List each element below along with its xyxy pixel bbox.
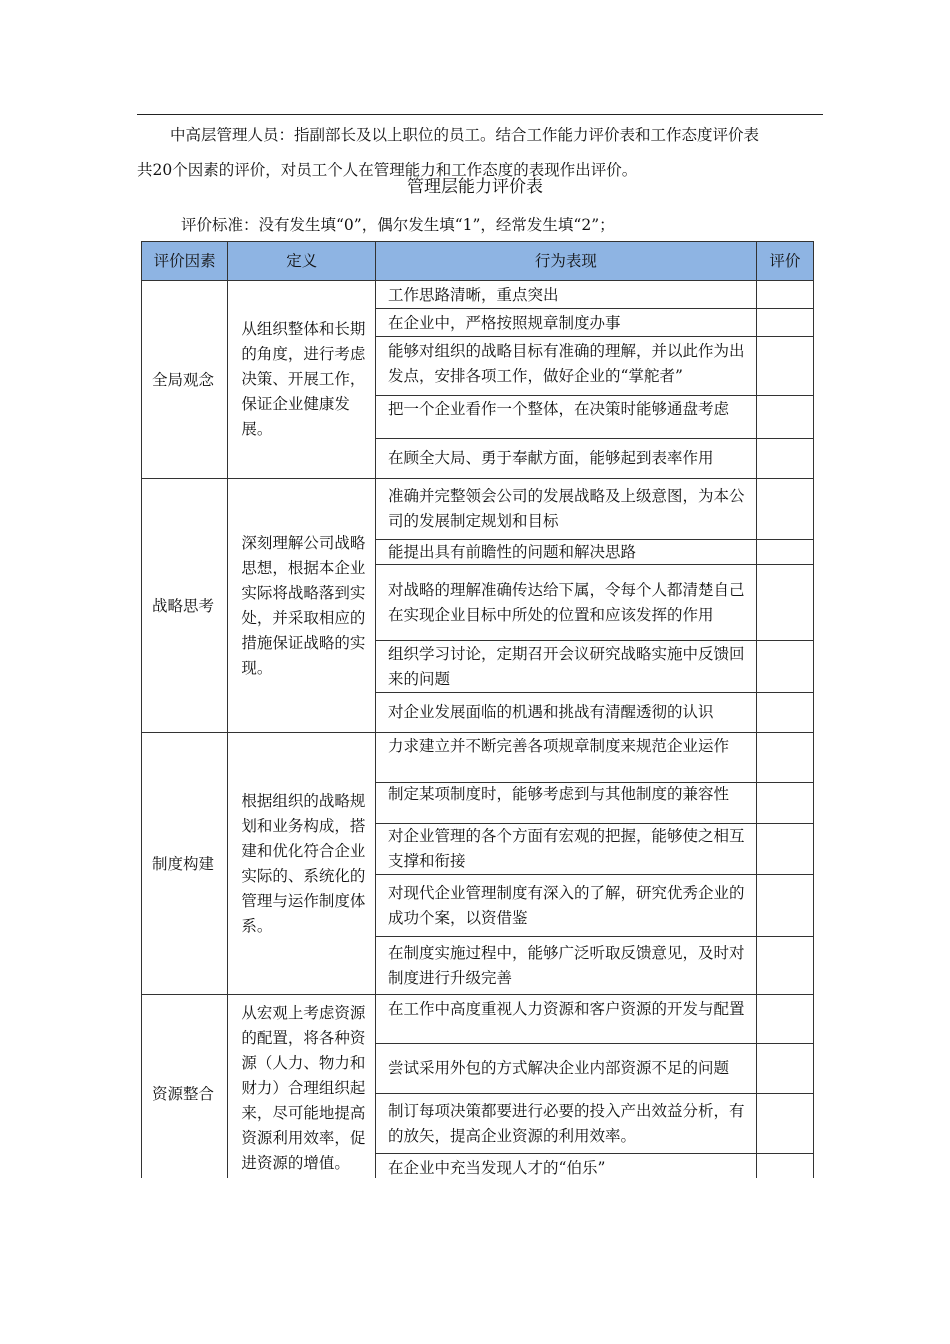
rating-cell[interactable] [756, 733, 813, 783]
rating-cell[interactable] [756, 1094, 813, 1154]
rating-cell[interactable] [756, 1044, 813, 1094]
rating-cell[interactable] [756, 540, 813, 565]
behavior-cell: 在工作中高度重视人力资源和客户资源的开发与配置 [376, 995, 757, 1044]
definition-cell: 根据组织的战略规划和业务构成，搭建和优化符合企业实际的、系统化的管理与运作制度体系。 [228, 733, 376, 995]
definition-cell [228, 995, 376, 1179]
behavior-cell: 工作思路清晰，重点突出 [376, 281, 757, 309]
definition-cell: 从组织整体和长期的角度，进行考虑决策、开展工作，保证企业健康发展。 [228, 281, 376, 479]
rating-cell[interactable] [756, 565, 813, 641]
rating-criteria: 评价标准：没有发生填“0”，偶尔发生填“1”，经常发生填“2”； [181, 216, 615, 234]
table-row [142, 995, 814, 1044]
behavior-cell: 在企业中充当发现人才的“伯乐” [376, 1154, 757, 1179]
rating-cell[interactable] [756, 783, 813, 824]
header-behavior: 行为表现 [376, 242, 757, 281]
table-row [142, 479, 814, 540]
behavior-cell: 在顾全大局、勇于奉献方面，能够起到表率作用 [376, 439, 757, 479]
intro-line-2: 共20个因素的评价，对员工个人在管理能力和工作态度的表现作出评价。 [137, 161, 638, 179]
behavior-cell: 能提出具有前瞻性的问题和解决思路 [376, 540, 757, 565]
behavior-cell: 在企业中，严格按照规章制度办事 [376, 309, 757, 337]
behavior-cell: 尝试采用外包的方式解决企业内部资源不足的问题 [376, 1044, 757, 1094]
rating-cell[interactable] [756, 309, 813, 337]
behavior-text: 能够对组织的战略目标有准确的理解，并以此作为出发点，安排各项工作，做好企业的“掌舵者” [388, 342, 745, 385]
behavior-cell [376, 783, 757, 824]
table-header-row [142, 242, 814, 281]
behavior-cell: 在制度实施过程中，能够广泛听取反馈意见，及时对制度进行升级完善 [376, 937, 757, 995]
behavior-cell [376, 337, 757, 396]
rating-cell[interactable] [756, 396, 813, 439]
rating-cell[interactable] [756, 439, 813, 479]
rating-cell[interactable] [756, 641, 813, 693]
intro-line-1: 中高层管理人员：指副部长及以上职位的员工。结合工作能力评价表和工作态度评价表 [170, 126, 760, 144]
behavior-text: 把一个企业看作一个整体，在决策时能够通盘考虑 [388, 400, 730, 418]
rating-cell[interactable] [756, 337, 813, 396]
behavior-cell: 对企业管理的各个方面有宏观的把握，能够使之相互支撑和衔接 [376, 824, 757, 875]
rating-cell[interactable] [756, 875, 813, 937]
rating-cell[interactable] [756, 995, 813, 1044]
behavior-cell: 组织学习讨论，定期召开会议研究战略实施中反馈回来的问题 [376, 641, 757, 693]
rating-cell[interactable] [756, 1154, 813, 1179]
behavior-cell: 对战略的理解准确传达给下属，令每个人都清楚自己在实现企业目标中所处的位置和应该发挥的作用 [376, 565, 757, 641]
header-rule [137, 114, 823, 115]
header-definition: 定义 [228, 242, 376, 281]
evaluation-table [141, 241, 814, 1178]
behavior-cell [376, 396, 757, 439]
table-row [142, 281, 814, 309]
factor-cell: 全局观念 [142, 281, 228, 479]
rating-cell[interactable] [756, 479, 813, 540]
factor-cell: 战略思考 [142, 479, 228, 733]
behavior-cell [376, 733, 757, 783]
behavior-text: 力求建立并不断完善各项规章制度来规范企业运作 [388, 737, 730, 755]
definition-cell: 深刻理解公司战略思想，根据本企业实际将战略落到实处，并采取相应的措施保证战略的实现。 [228, 479, 376, 733]
rating-cell[interactable] [756, 937, 813, 995]
rating-cell[interactable] [756, 824, 813, 875]
factor-cell: 资源整合 [142, 995, 228, 1179]
factor-cell: 制度构建 [142, 733, 228, 995]
table-title: 管理层能力评价表 [407, 177, 543, 197]
definition-text: 从宏观上考虑资源的配置，将各种资源（人力、物力和财力）合理组织起来，尽可能地提高资源利用效率，促进资源的增值。 [241, 1004, 366, 1172]
header-rating: 评价 [756, 242, 813, 281]
header-factor: 评价因素 [142, 242, 228, 281]
table-row [142, 733, 814, 783]
rating-cell[interactable] [756, 693, 813, 733]
behavior-cell: 对现代企业管理制度有深入的了解，研究优秀企业的成功个案，以资借鉴 [376, 875, 757, 937]
behavior-cell: 准确并完整领会公司的发展战略及上级意图，为本公司的发展制定规划和目标 [376, 479, 757, 540]
behavior-cell: 制订每项决策都要进行必要的投入产出效益分析，有的放矢，提高企业资源的利用效率。 [376, 1094, 757, 1154]
evaluation-table-wrapper [141, 241, 814, 1178]
rating-cell[interactable] [756, 281, 813, 309]
behavior-text: 制定某项制度时，能够考虑到与其他制度的兼容性 [388, 785, 730, 803]
behavior-cell: 对企业发展面临的机遇和挑战有清醒透彻的认识 [376, 693, 757, 733]
